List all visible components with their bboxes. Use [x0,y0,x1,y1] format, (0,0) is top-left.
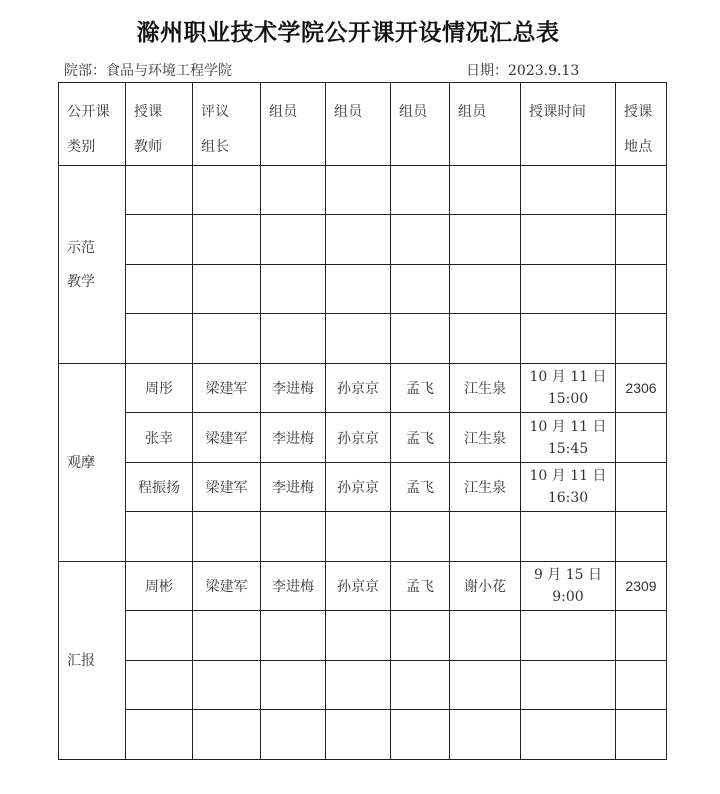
room-cell [616,463,667,512]
room-cell: 2306 [616,364,667,413]
member-cell: 李进梅 [261,562,326,611]
member-cell: 江生泉 [450,364,521,413]
leader-cell: 梁建军 [193,562,261,611]
member-cell: 孟飞 [391,364,450,413]
member-cell: 李进梅 [261,364,326,413]
member-cell: 江生泉 [450,463,521,512]
header-member-2: 组员 [326,83,391,166]
time-cell: 10 月 11 日 15:00 [521,364,616,413]
teacher-cell: 张幸 [126,413,193,463]
member-cell: 李进梅 [261,413,326,463]
room-cell: 2309 [616,562,667,611]
table-row [59,413,667,463]
header-time: 授课时间 [521,83,616,166]
teacher-cell: 周彬 [126,562,193,611]
header-member-3: 组员 [391,83,450,166]
member-cell: 孙京京 [326,364,391,413]
header-member-4: 组员 [450,83,521,166]
category-demo: 示范 教学 [59,166,126,364]
header-teacher: 授课 教师 [126,83,193,166]
header-category: 公开课 类别 [59,83,126,166]
teacher-cell: 程振扬 [126,463,193,512]
table-row [59,265,667,314]
member-cell: 谢小花 [450,562,521,611]
table-row [59,166,667,215]
table-row [59,611,667,661]
table-row [59,463,667,512]
page-title: 滁州职业技术学院公开课开设情况汇总表 [136,20,560,46]
summary-table [58,82,667,760]
date-label: 日期：2023.9.13 [466,63,580,79]
leader-cell: 梁建军 [193,413,261,463]
table-row [59,562,667,611]
member-cell: 孙京京 [326,562,391,611]
header-member-1: 组员 [261,83,326,166]
header-location: 授课 地点 [616,83,667,166]
member-cell: 孟飞 [391,562,450,611]
table-row [59,512,667,562]
table-row [59,364,667,413]
member-cell: 孙京京 [326,413,391,463]
header-row [59,83,667,166]
header-leader: 评议 组长 [193,83,261,166]
room-cell [616,413,667,463]
table-row [59,661,667,710]
table-row [59,215,667,265]
department-label: 院部：食品与环境工程学院 [64,63,232,79]
member-cell: 孙京京 [326,463,391,512]
teacher-cell: 周彤 [126,364,193,413]
member-cell: 江生泉 [450,413,521,463]
member-cell: 孟飞 [391,413,450,463]
time-cell: 9 月 15 日 9:00 [521,562,616,611]
category-observe: 观摩 [59,364,126,562]
leader-cell: 梁建军 [193,463,261,512]
table-row [59,314,667,364]
member-cell: 孟飞 [391,463,450,512]
time-cell: 10 月 11 日 15:45 [521,413,616,463]
category-report: 汇报 [59,562,126,760]
member-cell: 李进梅 [261,463,326,512]
table-row [59,710,667,760]
time-cell: 10 月 11 日 16:30 [521,463,616,512]
leader-cell: 梁建军 [193,364,261,413]
